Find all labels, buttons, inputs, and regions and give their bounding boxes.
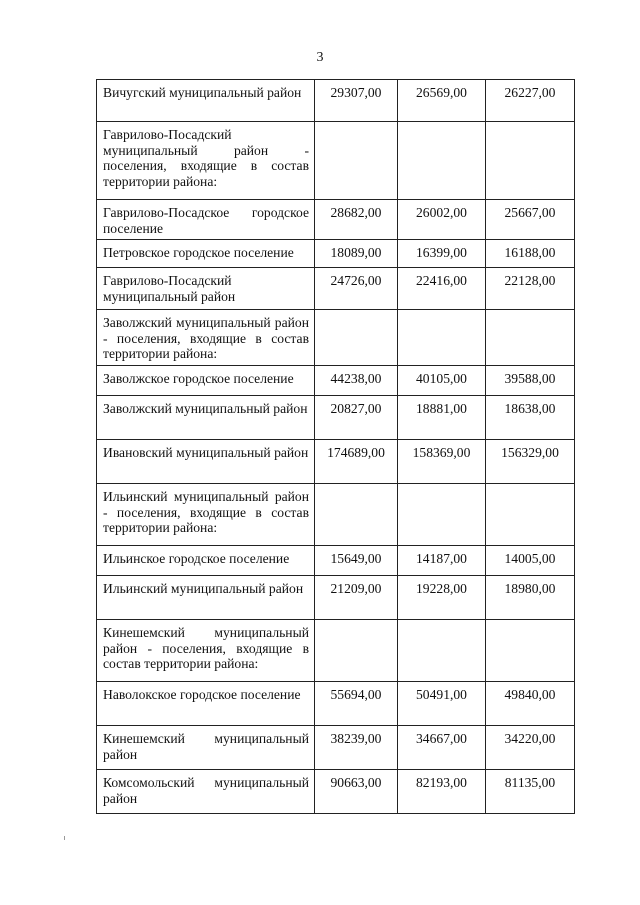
value-cell-year-2: 19228,00 [398,575,486,619]
value-cell-year-2: 26002,00 [398,200,486,240]
municipality-name-cell: Наволокское городское поселение [97,681,315,725]
value-cell-year-1: 90663,00 [315,769,398,813]
value-cell-year-2: 40105,00 [398,365,486,395]
value-cell-year-2 [398,619,486,681]
municipality-name-cell: Заволжское городское поселение [97,365,315,395]
table-row [97,681,575,725]
value-cell-year-1 [315,122,398,200]
table-row [97,365,575,395]
value-cell-year-3: 25667,00 [486,200,575,240]
table-row [97,725,575,769]
municipality-name-cell: Комсомольский муниципальный район [97,769,315,813]
value-cell-year-1: 21209,00 [315,575,398,619]
value-cell-year-2: 34667,00 [398,725,486,769]
budget-table [96,79,575,814]
municipality-name-cell: Ильинский муниципальный район [97,575,315,619]
municipality-name-cell: Вичугский муниципальный район [97,80,315,122]
value-cell-year-1: 55694,00 [315,681,398,725]
value-cell-year-1: 15649,00 [315,545,398,575]
municipality-name-cell: Кинешемский муниципальный район - поселения, входящие в состав территории района: [97,619,315,681]
value-cell-year-1 [315,310,398,366]
table-row [97,240,575,268]
value-cell-year-1: 38239,00 [315,725,398,769]
value-cell-year-3: 26227,00 [486,80,575,122]
value-cell-year-3: 81135,00 [486,769,575,813]
margin-mark [64,836,65,840]
value-cell-year-2 [398,310,486,366]
value-cell-year-2: 14187,00 [398,545,486,575]
municipality-name-cell: Заволжский муниципальный район - поселения, входящие в состав территории района: [97,310,315,366]
value-cell-year-2 [398,483,486,545]
value-cell-year-3: 16188,00 [486,240,575,268]
value-cell-year-3: 14005,00 [486,545,575,575]
table-row [97,310,575,366]
value-cell-year-3 [486,619,575,681]
table-row [97,80,575,122]
municipality-name-cell: Гаврилово-Посадское городское поселение [97,200,315,240]
table-row [97,545,575,575]
value-cell-year-3: 18980,00 [486,575,575,619]
municipality-name-cell: Кинешемский муниципальный район [97,725,315,769]
value-cell-year-2: 26569,00 [398,80,486,122]
value-cell-year-3: 156329,00 [486,439,575,483]
municipality-name-cell: Ивановский муниципальный район [97,439,315,483]
table-row [97,769,575,813]
value-cell-year-3 [486,310,575,366]
municipality-name-cell: Гаврилово-Посадский муниципальный район - поселения, входящие в состав территории района: [97,122,315,200]
value-cell-year-1: 20827,00 [315,395,398,439]
table-row [97,619,575,681]
value-cell-year-2 [398,122,486,200]
table-row [97,439,575,483]
municipality-name-cell: Гаврилово-Посадский муниципальный район [97,268,315,310]
value-cell-year-3 [486,483,575,545]
value-cell-year-3 [486,122,575,200]
value-cell-year-3: 18638,00 [486,395,575,439]
page-number: 3 [316,50,324,65]
table-row [97,483,575,545]
value-cell-year-2: 18881,00 [398,395,486,439]
value-cell-year-2: 158369,00 [398,439,486,483]
table-row [97,122,575,200]
table-row [97,395,575,439]
table-row [97,268,575,310]
table-row [97,200,575,240]
value-cell-year-1: 24726,00 [315,268,398,310]
value-cell-year-3: 39588,00 [486,365,575,395]
table-body [97,80,575,814]
value-cell-year-2: 22416,00 [398,268,486,310]
value-cell-year-2: 16399,00 [398,240,486,268]
municipality-name-cell: Петровское городское поселение [97,240,315,268]
municipality-name-cell: Заволжский муниципальный район [97,395,315,439]
table-row [97,575,575,619]
value-cell-year-1: 44238,00 [315,365,398,395]
value-cell-year-2: 82193,00 [398,769,486,813]
value-cell-year-1: 174689,00 [315,439,398,483]
value-cell-year-1: 29307,00 [315,80,398,122]
value-cell-year-1 [315,483,398,545]
value-cell-year-3: 22128,00 [486,268,575,310]
value-cell-year-3: 34220,00 [486,725,575,769]
value-cell-year-1: 18089,00 [315,240,398,268]
value-cell-year-2: 50491,00 [398,681,486,725]
value-cell-year-1 [315,619,398,681]
value-cell-year-1: 28682,00 [315,200,398,240]
value-cell-year-3: 49840,00 [486,681,575,725]
municipality-name-cell: Ильинский муниципальный район - поселения, входящие в состав территории района: [97,483,315,545]
municipality-name-cell: Ильинское городское поселение [97,545,315,575]
